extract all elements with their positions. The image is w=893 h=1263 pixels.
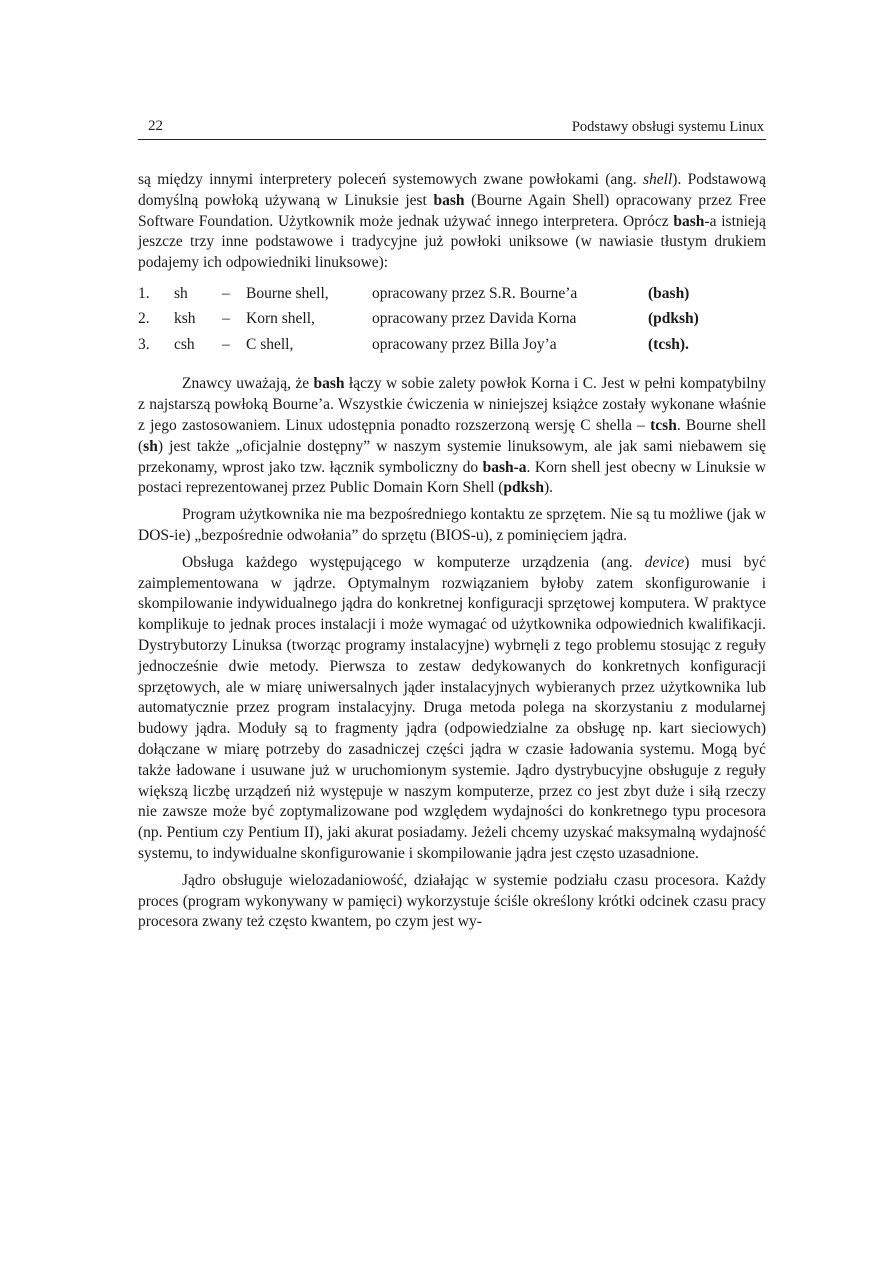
italic-term: device: [644, 553, 685, 571]
italic-term: shell: [643, 171, 673, 188]
text-run: ) jest także „oficjalnie dostępny” w naszym systemie linuksowym, ale jak sami niebawem się przekonamy, wprost jako tzw. łącznik symboliczny do: [138, 437, 766, 476]
shell-author: opracowany przez S.R. Bourne’a: [372, 284, 578, 302]
shell-command: ksh: [174, 310, 196, 328]
bold-term: tcsh: [650, 417, 677, 435]
item-number: 2.: [138, 310, 150, 328]
linux-equivalent: (tcsh).: [648, 335, 689, 353]
shell-full-name: C shell,: [246, 335, 294, 353]
text-run: ) musi być zaimplementowana w jądrze. Optymalnym rozwiązaniem byłoby zatem skonfigurowanie i skompilowanie indywidualnego jądra do konkretnej konfiguracji sprzętowej komputera. W praktyce komplikuje to jednak proces instalacji i może wymagać od użytkownika odpowiednich kwalifikacji. Dystrybutorzy Linuksa (tworząc programy instalacyjne) wybrnęli z tego problemu stosując z reguły jednocześnie dwie metody. Pierwsza to zestaw dedykowanych do konkretnych konfiguracji sprzętowych, ale w miarę uniwersalnych jąder instalacyjnych wybieranych przez użytkownika lub automatycznie przez program instalacyjny. Druga metoda polega na skorzystaniu z modularnej budowy jądra. Moduły są to fragmenty jądra (odpowiedzialne za obsługę np. kart sieciowych) dołączane w miarę potrzeby do zasadniczej części jądra w czasie ładowania systemu. Mogą być także ładowane i usuwane już w uruchomionym systemie. Jądro dystrybucyjne obsługuje z reguły większą liczbę urządzeń niż występuje w naszym komputerze, przez co jest zbyt duże i siłą rzeczy nie zawsze może być zoptymalizowane pod względem wydajności do konkretnego typu procesora (np. Pentium czy Pentium II), jaki akurat posiadamy. Jeżeli chcemy uzyskać maksymalną wydajność systemu, to indywidualne skonfigurowanie i skompilowanie jądra jest często uzasadnione.: [138, 553, 767, 863]
paragraph-hardware: Program użytkownika nie ma bezpośredniego kontaktu ze sprzętem. Nie są tu możliwe (jak w DOS-ie) „bezpośrednie odwołania” do sprzętu (BIOS-u), z pominięciem jądra.: [138, 506, 766, 545]
shell-author: opracowany przez Davida Korna: [372, 310, 577, 328]
shell-full-name: Bourne shell,: [246, 284, 329, 302]
item-number: 3.: [138, 335, 150, 353]
text-run: Obsługa każdego występującego w komputerze urządzenia (ang.: [182, 553, 645, 571]
list-item: [138, 309, 766, 335]
text-run: Znawcy uważają, że: [182, 375, 314, 393]
shell-command: csh: [174, 335, 195, 353]
list-item: [138, 335, 766, 361]
shell-full-name: Korn shell,: [246, 310, 315, 328]
item-number: 1.: [138, 284, 150, 302]
text-run: ). Podstawową domyślną powłoką używaną w Linuksie jest: [138, 171, 766, 209]
paragraph-kernel: [138, 553, 766, 865]
text-run: -a istnieją jeszcze trzy inne podstawowe i tradycyjne już powłoki uniksowe (w nawiasie tłustym drukiem podajemy ich odpowiedniki linuksowe):: [138, 212, 766, 272]
page-number: 22: [148, 118, 163, 134]
bold-term: bash: [673, 212, 705, 230]
intro-paragraph: [138, 170, 766, 274]
dash: –: [222, 284, 230, 302]
shell-command: sh: [174, 284, 188, 302]
paragraph-multitasking: Jądro obsługuje wielozadaniowość, działając w systemie podziału czasu procesora. Każdy proces (program wykonywany w pamięci) wykorzystuje ściśle określony krótki odcinek czasu pracy procesora zwany też często kwantem, po czym jest wy-: [138, 871, 766, 931]
shell-author: opracowany przez Billa Joy’a: [372, 335, 557, 353]
text-run: (Bourne Again Shell) opracowany przez Free Software Foundation. Użytkownik może jednak używać innego interpretera. Oprócz: [138, 191, 766, 230]
linux-equivalent: (pdksh): [648, 310, 699, 328]
bold-term: bash: [313, 375, 345, 393]
bold-term: bash: [433, 191, 465, 209]
bold-term: pdksh: [503, 479, 544, 497]
text-run: ).: [543, 479, 553, 497]
body-text: [138, 170, 766, 933]
text-run: są między innymi interpretery poleceń systemowych zwane powłokami (ang.: [138, 171, 643, 188]
bold-term: sh: [143, 437, 158, 455]
text-run: łączy w sobie zalety powłok Korna i C. Jest w pełni kompatybilny z najstarszą powłoką Bourne’a. Wszystkie ćwiczenia w niniejszej książce zostały wykonane właśnie z jego zastosowaniem. Linux udostępnia ponadto rozszerzoną wersję C shella –: [138, 375, 767, 435]
text-run: . Korn shell jest obecny w Linuksie w postaci reprezentowanej przez Public Domain Korn Shell (: [138, 458, 766, 497]
dash: –: [222, 335, 230, 353]
dash: –: [222, 310, 230, 328]
bold-term: bash-a: [482, 458, 527, 476]
list-item: [138, 284, 766, 310]
text-run: . Bourne shell (: [138, 417, 767, 455]
running-header: [138, 117, 766, 140]
shell-list: [138, 284, 766, 361]
running-header-title: Podstawy obsługi systemu Linux: [571, 119, 764, 135]
paragraph-bash: [138, 374, 766, 499]
linux-equivalent: (bash): [648, 284, 690, 302]
